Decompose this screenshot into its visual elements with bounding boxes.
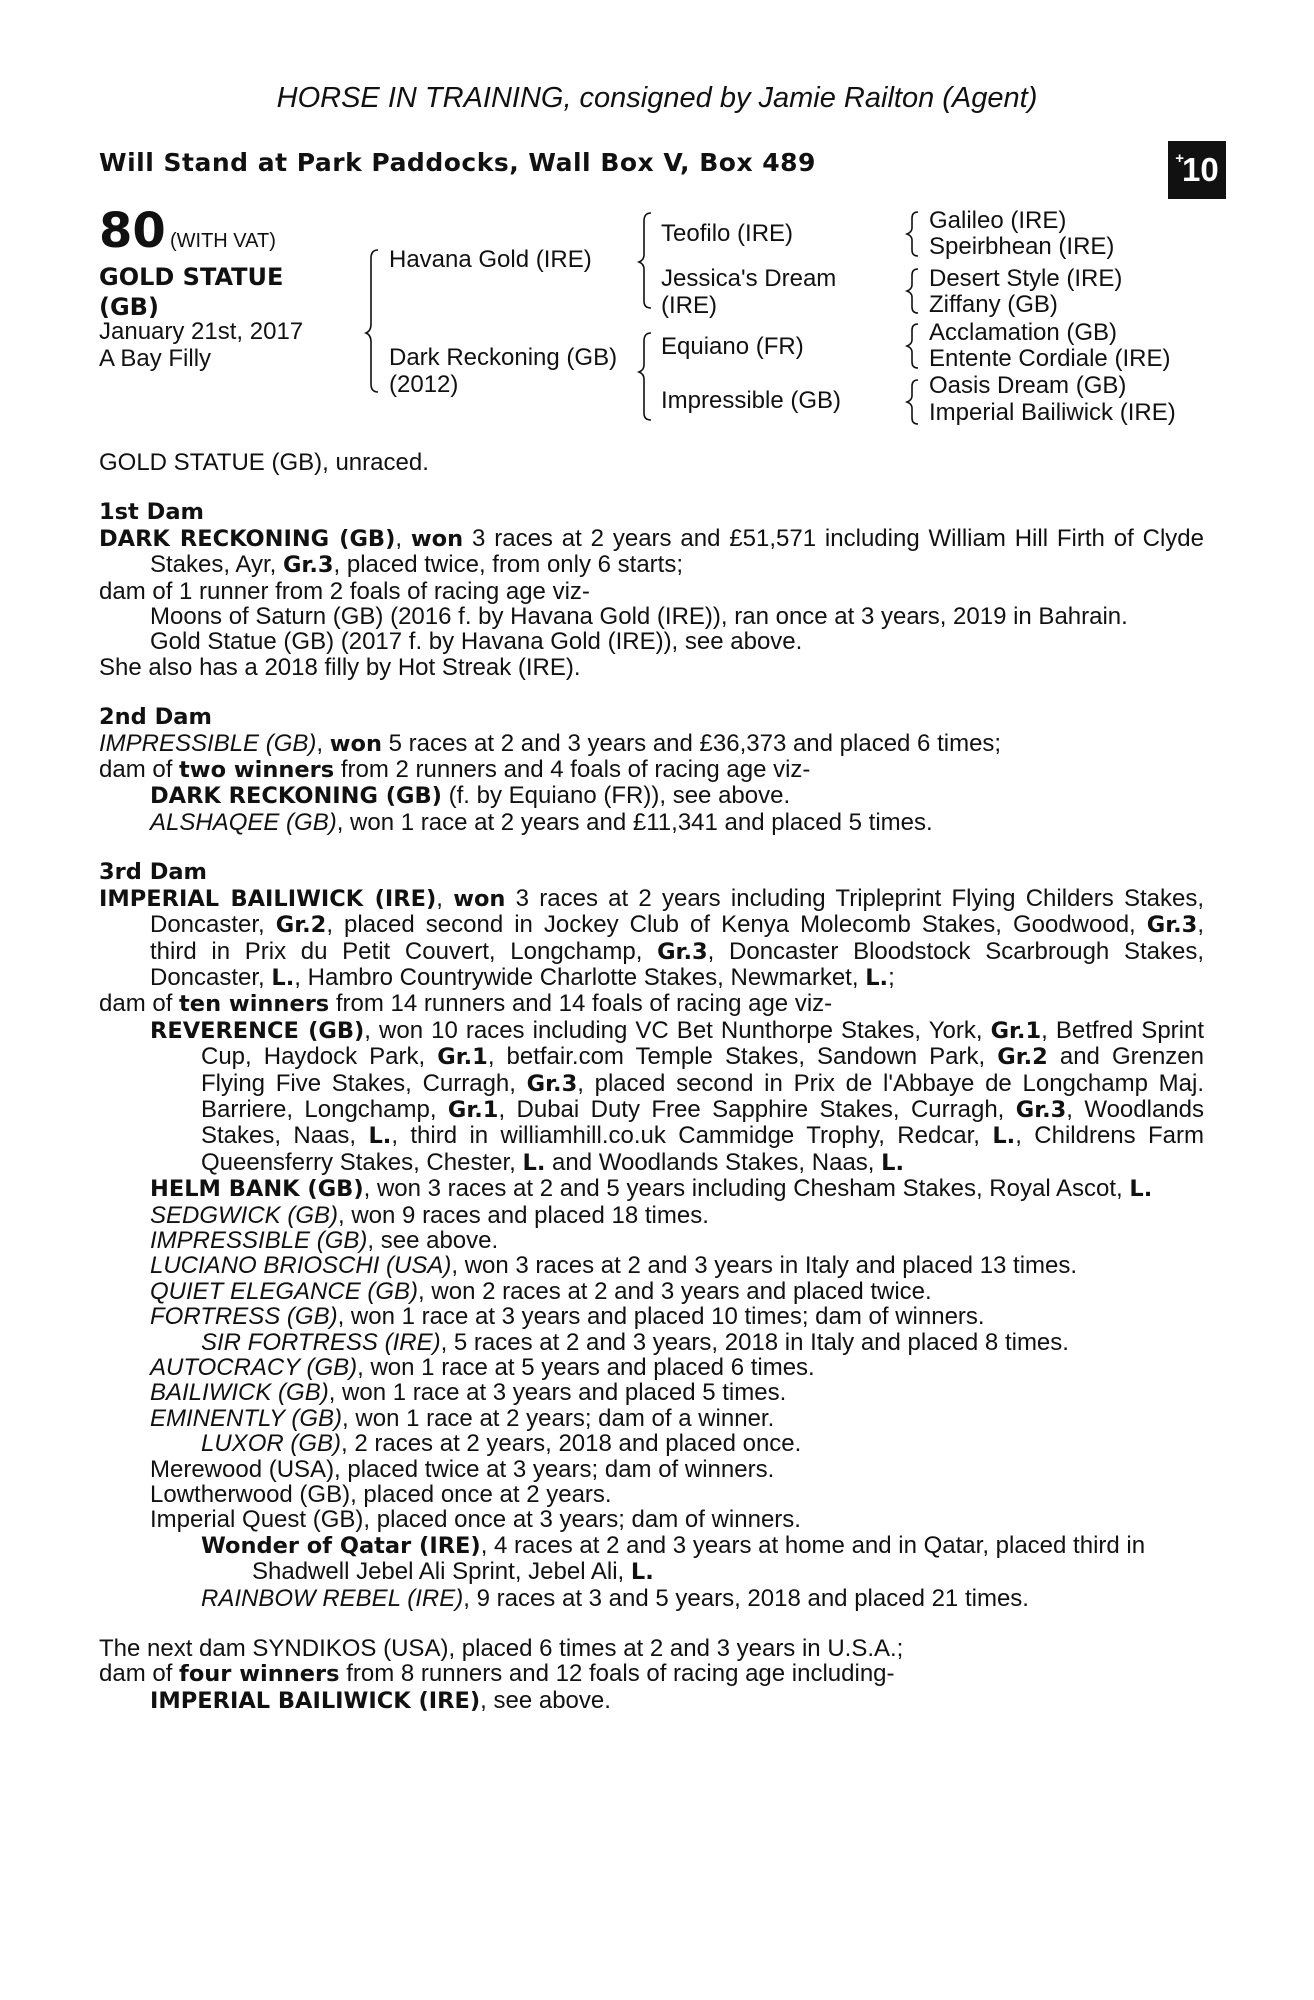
dam: Dark Reckoning (GB) (2012) bbox=[389, 344, 618, 398]
horse-name: GOLD STATUE (GB) bbox=[99, 263, 284, 321]
next-dam-produce: dam of four winners from 8 runners and 12 foals of racing age including- bbox=[99, 1660, 895, 1688]
dam-dam: Impressible (GB) bbox=[661, 387, 842, 414]
lot-vat: (WITH VAT) bbox=[170, 230, 276, 252]
lot-number: 80 bbox=[99, 203, 166, 259]
gen3-sdd: Ziffany (GB) bbox=[929, 291, 1058, 318]
produce-item: Lowtherwood (GB), placed once at 2 years. bbox=[150, 1481, 612, 1509]
third-dam-record: IMPERIAL BAILIWICK (IRE), won 3 races at 2 years including Tripleprint Flying Childers Stakes, Doncaster, Gr.2, placed second in Jockey Club of Kenya Molecomb Stakes, Goodwood, Gr.3, third in Prix du Petit Couvert, Longchamp, Gr.3, Doncaster Bloodstock Scarbrough Stakes, Doncaster, L., Hambro Countrywide Charlotte Stakes, Newmarket, L.; bbox=[99, 884, 1205, 991]
unraced-note: GOLD STATUE (GB), unraced. bbox=[99, 449, 429, 476]
gen3-sss: Galileo (IRE) bbox=[929, 207, 1067, 234]
produce-item: Imperial Quest (GB), placed once at 3 years; dam of winners. bbox=[150, 1506, 801, 1534]
produce-item: IMPERIAL BAILIWICK (IRE), see above. bbox=[150, 1686, 611, 1714]
produce-item: LUCIANO BRIOSCHI (USA), won 3 races at 2 and 3 years in Italy and placed 13 times. bbox=[150, 1252, 1078, 1280]
horse-dob: January 21st, 2017 bbox=[99, 318, 304, 345]
second-dam-heading: 2nd Dam bbox=[99, 704, 212, 731]
first-dam-record: DARK RECKONING (GB), won 3 races at 2 years and £51,571 including William Hill Firth of Clyde Stakes, Ayr, Gr.3, placed twice, from only 6 starts; bbox=[99, 524, 1204, 579]
second-dam-produce: dam of two winners from 2 runners and 4 foals of racing age viz- bbox=[99, 756, 811, 784]
plus-ten-badge: + 10 bbox=[1168, 141, 1226, 199]
gen3-ssd: Speirbhean (IRE) bbox=[929, 233, 1115, 260]
produce-item: REVERENCE (GB), won 10 races including VC Bet Nunthorpe Stakes, York, Gr.1, Betfred Sprint Cup, Haydock Park, Gr.1, betfair.com Temple Stakes, Sandown Park, Gr.2 and Grenzen Flying Five Stakes, Curragh, Gr.3, placed second in Prix de l'Abbaye de Longchamp Maj. Barriere, Longchamp, Gr.1, Dubai Duty Free Sapphire Stakes, Curragh, Gr.3, Woodlands Stakes, Naas, L., third in williamhill.co.uk Cammidge Trophy, Redcar, L., Childrens Farm Queensferry Stakes, Chester, L. and Woodlands Stakes, Naas, L. bbox=[150, 1016, 1205, 1176]
catalogue-body bbox=[99, 450, 1204, 1714]
produce-item: ALSHAQEE (GB), won 1 race at 2 years and £11,341 and placed 5 times. bbox=[150, 808, 933, 836]
grandproduce-item: RAINBOW REBEL (IRE), 9 races at 3 and 5 years, 2018 and placed 21 times. bbox=[201, 1584, 1029, 1612]
grandproduce-item: Wonder of Qatar (IRE), 4 races at 2 and 3 years at home and in Qatar, placed third in Shadwell Jebel Ali Sprint, Jebel Ali, L. bbox=[201, 1531, 1146, 1586]
produce-item: Gold Statue (GB) (2017 f. by Havana Gold (IRE)), see above. bbox=[150, 628, 803, 656]
produce-item: QUIET ELEGANCE (GB), won 2 races at 2 and 3 years and placed twice. bbox=[150, 1277, 932, 1305]
second-dam-record: IMPRESSIBLE (GB), won 5 races at 2 and 3 years and £36,373 and placed 6 times; bbox=[99, 729, 1002, 757]
sire-dam: Jessica's Dream (IRE) bbox=[661, 265, 837, 319]
produce-item: HELM BANK (GB), won 3 races at 2 and 5 years including Chesham Stakes, Royal Ascot, L. bbox=[150, 1175, 1153, 1203]
sire-sire: Teofilo (IRE) bbox=[661, 220, 794, 247]
produce-item: Merewood (USA), placed twice at 3 years; dam of winners. bbox=[150, 1455, 775, 1483]
horse-description: A Bay Filly bbox=[99, 345, 212, 372]
gen3-dsd: Entente Cordiale (IRE) bbox=[929, 345, 1171, 372]
stand-location: Will Stand at Park Paddocks, Wall Box V, Box 489 bbox=[99, 148, 816, 177]
page-title: HORSE IN TRAINING, consigned by Jamie Railton (Agent) bbox=[276, 82, 1038, 114]
produce-item: EMINENTLY (GB), won 1 race at 2 years; dam of a winner. bbox=[150, 1404, 775, 1432]
grandproduce-item: SIR FORTRESS (IRE), 5 races at 2 and 3 years, 2018 in Italy and placed 8 times. bbox=[201, 1328, 1069, 1356]
sire: Havana Gold (IRE) bbox=[389, 246, 592, 273]
gen3-dds: Oasis Dream (GB) bbox=[929, 372, 1127, 399]
gen3-sds: Desert Style (IRE) bbox=[929, 265, 1123, 292]
third-dam-heading: 3rd Dam bbox=[99, 859, 207, 886]
produce-item: AUTOCRACY (GB), won 1 race at 5 years and placed 6 times. bbox=[150, 1354, 815, 1381]
produce-item: Moons of Saturn (GB) (2016 f. by Havana Gold (IRE)), ran once at 3 years, 2019 in Bahrain. bbox=[150, 603, 1128, 631]
first-dam-heading: 1st Dam bbox=[99, 499, 204, 526]
gen3-ddd: Imperial Bailiwick (IRE) bbox=[929, 399, 1176, 426]
first-dam-produce: dam of 1 runner from 2 foals of racing age viz- bbox=[99, 577, 590, 605]
produce-item: SEDGWICK (GB), won 9 races and placed 18 times. bbox=[150, 1201, 709, 1229]
next-dam-record: The next dam SYNDIKOS (USA), placed 6 times at 2 and 3 years in U.S.A.; bbox=[99, 1635, 904, 1663]
produce-item: DARK RECKONING (GB) (f. by Equiano (FR)), see above. bbox=[150, 782, 791, 810]
gen3-dss: Acclamation (GB) bbox=[929, 319, 1118, 346]
grandproduce-item: LUXOR (GB), 2 races at 2 years, 2018 and placed once. bbox=[201, 1430, 802, 1458]
produce-item: IMPRESSIBLE (GB), see above. bbox=[150, 1226, 499, 1254]
third-dam-produce: dam of ten winners from 14 runners and 14 foals of racing age viz- bbox=[99, 990, 833, 1018]
first-dam-also: She also has a 2018 filly by Hot Streak (IRE). bbox=[99, 653, 581, 681]
produce-item: FORTRESS (GB), won 1 race at 3 years and placed 10 times; dam of winners. bbox=[150, 1303, 985, 1331]
produce-item: BAILIWICK (GB), won 1 race at 3 years and placed 5 times. bbox=[150, 1379, 787, 1407]
dam-sire: Equiano (FR) bbox=[661, 333, 804, 360]
